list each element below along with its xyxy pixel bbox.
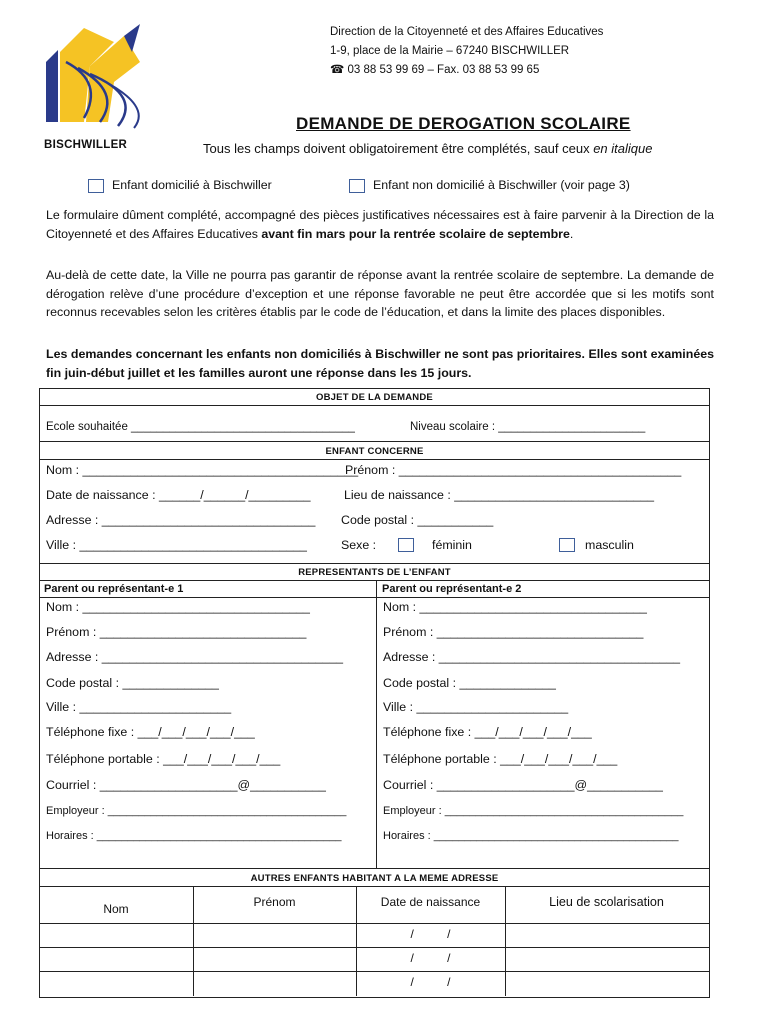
divider	[39, 441, 710, 442]
enfant-sexe-label: Sexe :	[341, 538, 377, 552]
enfant-adresse-field[interactable]: Adresse : _______________________________	[46, 513, 316, 527]
subtitle	[203, 141, 652, 156]
niveau-field[interactable]: Niveau scolaire : _______________________	[410, 421, 646, 433]
col-header-nom: Nom	[103, 902, 129, 916]
section-objet: OBJET DE LA DEMANDE	[316, 392, 433, 403]
divider	[39, 597, 710, 598]
subtitle-main: Tous les champs doivent obligatoirement être complétés, sauf ceux	[203, 141, 594, 156]
paragraph-1-bold: avant fin mars pour la rentrée scolaire de septembre	[261, 226, 570, 241]
option-non-domicile[interactable]	[349, 178, 630, 193]
section-autres: AUTRES ENFANTS HABITANT A LA MEME ADRESSE	[250, 873, 499, 884]
parent2-title: Parent ou représentant-e 2	[382, 583, 522, 595]
section-representants: REPRESENTANTS DE L’ENFANT	[298, 567, 451, 578]
paragraph-3: Les demandes concernant les enfants non domiciliés à Bischwiller ne sont pas prioritaires. Elles sont examinées fin juin-début juillet et les familles auront une réponse dans les 15 jours.	[46, 347, 714, 380]
enfant-cp-field[interactable]: Code postal : ___________	[341, 513, 494, 527]
logo	[44, 22, 154, 152]
enfant-prenom-field[interactable]: Prénom : _________________________________________	[345, 463, 682, 477]
enfant-lieu-field[interactable]: Lieu de naissance : _____________________________	[344, 488, 655, 502]
table-row-1-date[interactable]: / /	[410, 927, 451, 941]
p1-tel-port-field[interactable]: Téléphone portable : ___/___/___/___/___	[46, 752, 281, 766]
col-header-lieu: Lieu de scolarisation	[549, 895, 664, 909]
enfant-nom-field[interactable]: Nom : ________________________________________	[46, 463, 359, 477]
table-row-3-date[interactable]: / /	[410, 975, 451, 989]
divider	[39, 459, 710, 460]
p1-employeur-field[interactable]: Employeur : _______________________________________	[46, 805, 347, 817]
p2-courriel-field[interactable]: Courriel : ____________________@___________	[383, 778, 663, 792]
p2-ville-field[interactable]: Ville : ______________________	[383, 700, 569, 714]
option-domicile-label: Enfant domicilié à Bischwiller	[112, 178, 272, 192]
paragraph-1-text: Le formulaire dûment complété, accompagné des pièces justificatives nécessaires est à faire parvenir à la Direction de la Citoyenneté et des Affaires Educatives	[46, 208, 714, 241]
divider	[39, 886, 710, 887]
p2-tel-port-field[interactable]: Téléphone portable : ___/___/___/___/___	[383, 752, 618, 766]
p1-horaires-field[interactable]: Horaires : ________________________________________	[46, 830, 342, 842]
p2-cp-field[interactable]: Code postal : ______________	[383, 676, 556, 690]
option-domicile[interactable]	[88, 178, 272, 193]
col-header-date: Date de naissance	[380, 895, 481, 909]
divider	[39, 868, 710, 869]
header-line-1: Direction de la Citoyenneté et des Affaires Educatives	[330, 26, 604, 38]
p2-adresse-field[interactable]: Adresse : ___________________________________	[383, 650, 680, 664]
page-title: DEMANDE DE DEROGATION SCOLAIRE	[296, 114, 631, 133]
p1-adresse-field[interactable]: Adresse : ___________________________________	[46, 650, 343, 664]
feminin-label: féminin	[432, 538, 472, 552]
p1-tel-fixe-field[interactable]: Téléphone fixe : ___/___/___/___/___	[46, 725, 255, 739]
p2-nom-field[interactable]: Nom : _________________________________	[383, 600, 647, 614]
paragraph-2: Au-delà de cette date, la Ville ne pourra pas garantir de réponse avant la rentrée scolaire de septembre. La demande de dérogation relève d’une procédure d’exception et une réponse favorable ne peut être accordée que si les motifs sont reconnus recevables selon les critères établis par le code de l’éducation, et dans la limite des places disponibles.	[46, 268, 714, 319]
col-header-prenom: Prénom	[253, 895, 296, 909]
p2-tel-fixe-field[interactable]: Téléphone fixe : ___/___/___/___/___	[383, 725, 592, 739]
paragraph-1	[46, 206, 714, 243]
p2-employeur-field[interactable]: Employeur : _______________________________________	[383, 805, 684, 817]
enfant-date-field[interactable]: Date de naissance : ______/______/_________	[46, 488, 311, 502]
masculin-label: masculin	[585, 538, 634, 552]
p1-nom-field[interactable]: Nom : _________________________________	[46, 600, 310, 614]
divider	[39, 405, 710, 406]
checkbox-feminin[interactable]	[398, 538, 414, 552]
checkbox-non-domicile[interactable]	[349, 179, 365, 193]
table-row-2-date[interactable]: / /	[410, 951, 451, 965]
p2-horaires-field[interactable]: Horaires : ________________________________________	[383, 830, 679, 842]
p1-cp-field[interactable]: Code postal : ______________	[46, 676, 219, 690]
option-non-domicile-label: Enfant non domicilié à Bischwiller (voir page 3)	[373, 178, 630, 192]
p1-courriel-field[interactable]: Courriel : ____________________@___________	[46, 778, 326, 792]
parent1-title: Parent ou représentant-e 1	[44, 583, 184, 595]
divider	[39, 923, 710, 924]
p2-prenom-field[interactable]: Prénom : ______________________________	[383, 625, 644, 639]
divider	[376, 580, 377, 868]
logo-icon	[44, 22, 154, 134]
p1-prenom-field[interactable]: Prénom : ______________________________	[46, 625, 307, 639]
divider	[39, 947, 710, 948]
divider	[39, 563, 710, 564]
header-line-3: ☎ 03 88 53 99 69 – Fax. 03 88 53 99 65	[330, 64, 540, 76]
section-enfant: ENFANT CONCERNE	[325, 446, 424, 457]
enfant-ville-field[interactable]: Ville : _________________________________	[46, 538, 307, 552]
header-line-2: 1-9, place de la Mairie – 67240 BISCHWILLER	[330, 45, 570, 57]
divider	[39, 580, 710, 581]
ecole-field[interactable]: Ecole souhaitée ___________________________________	[46, 421, 355, 433]
paragraph-1-end: .	[569, 226, 574, 241]
subtitle-italic: en italique	[593, 141, 653, 156]
divider	[39, 971, 710, 972]
checkbox-masculin[interactable]	[559, 538, 575, 552]
checkbox-domicile[interactable]	[88, 179, 104, 193]
logo-text: BISCHWILLER	[44, 139, 128, 151]
p1-ville-field[interactable]: Ville : ______________________	[46, 700, 232, 714]
